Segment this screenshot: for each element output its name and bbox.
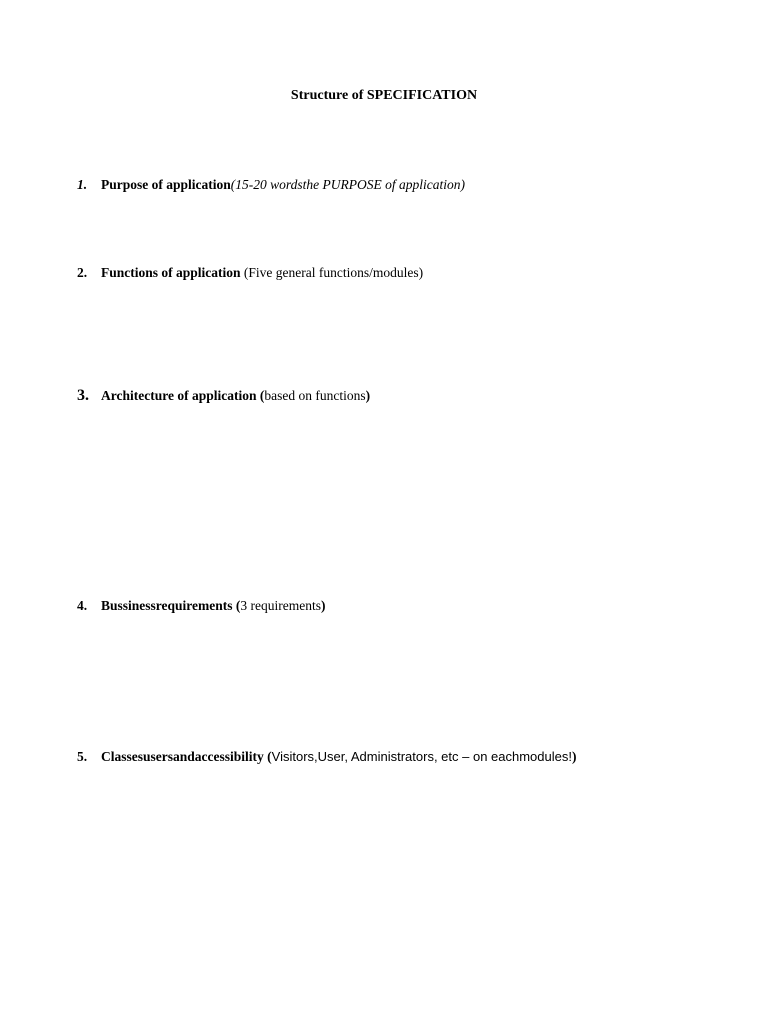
document-title: Structure of SPECIFICATION: [290, 88, 478, 103]
item-detail: 3 requirements: [240, 598, 322, 613]
item-heading: Functions of application: [101, 265, 241, 280]
item-open-paren: (: [259, 388, 265, 403]
item-heading: Classesusersandaccessibility: [101, 749, 264, 764]
item-close-paren: ): [321, 598, 326, 613]
section-user-classes: [77, 748, 576, 766]
item-detail: (Five general functions/modules): [243, 265, 424, 280]
item-open-paren: (: [235, 598, 241, 613]
item-detail: based on functions: [264, 388, 366, 403]
item-number: 1.: [77, 177, 88, 192]
item-number: 2.: [77, 265, 88, 280]
item-number: 5.: [77, 749, 88, 764]
item-detail: (15-20 wordsthe PURPOSE of application): [230, 177, 465, 192]
item-number: 4.: [77, 598, 88, 613]
item-heading: Purpose of application: [101, 177, 231, 192]
item-detail: Visitors,User, Administrators, etc – on eachmodules!: [271, 749, 572, 764]
section-purpose: [77, 176, 465, 194]
item-close-paren: ): [571, 749, 577, 764]
item-heading: Bussinessrequirements: [101, 598, 233, 613]
item-number: 3.: [77, 387, 89, 404]
item-heading: Architecture of application: [101, 388, 257, 403]
section-functions: [77, 264, 423, 282]
section-architecture: [77, 387, 370, 405]
section-business-requirements: [77, 597, 326, 615]
item-close-paren: ): [365, 388, 371, 403]
item-open-paren: (: [267, 749, 272, 764]
